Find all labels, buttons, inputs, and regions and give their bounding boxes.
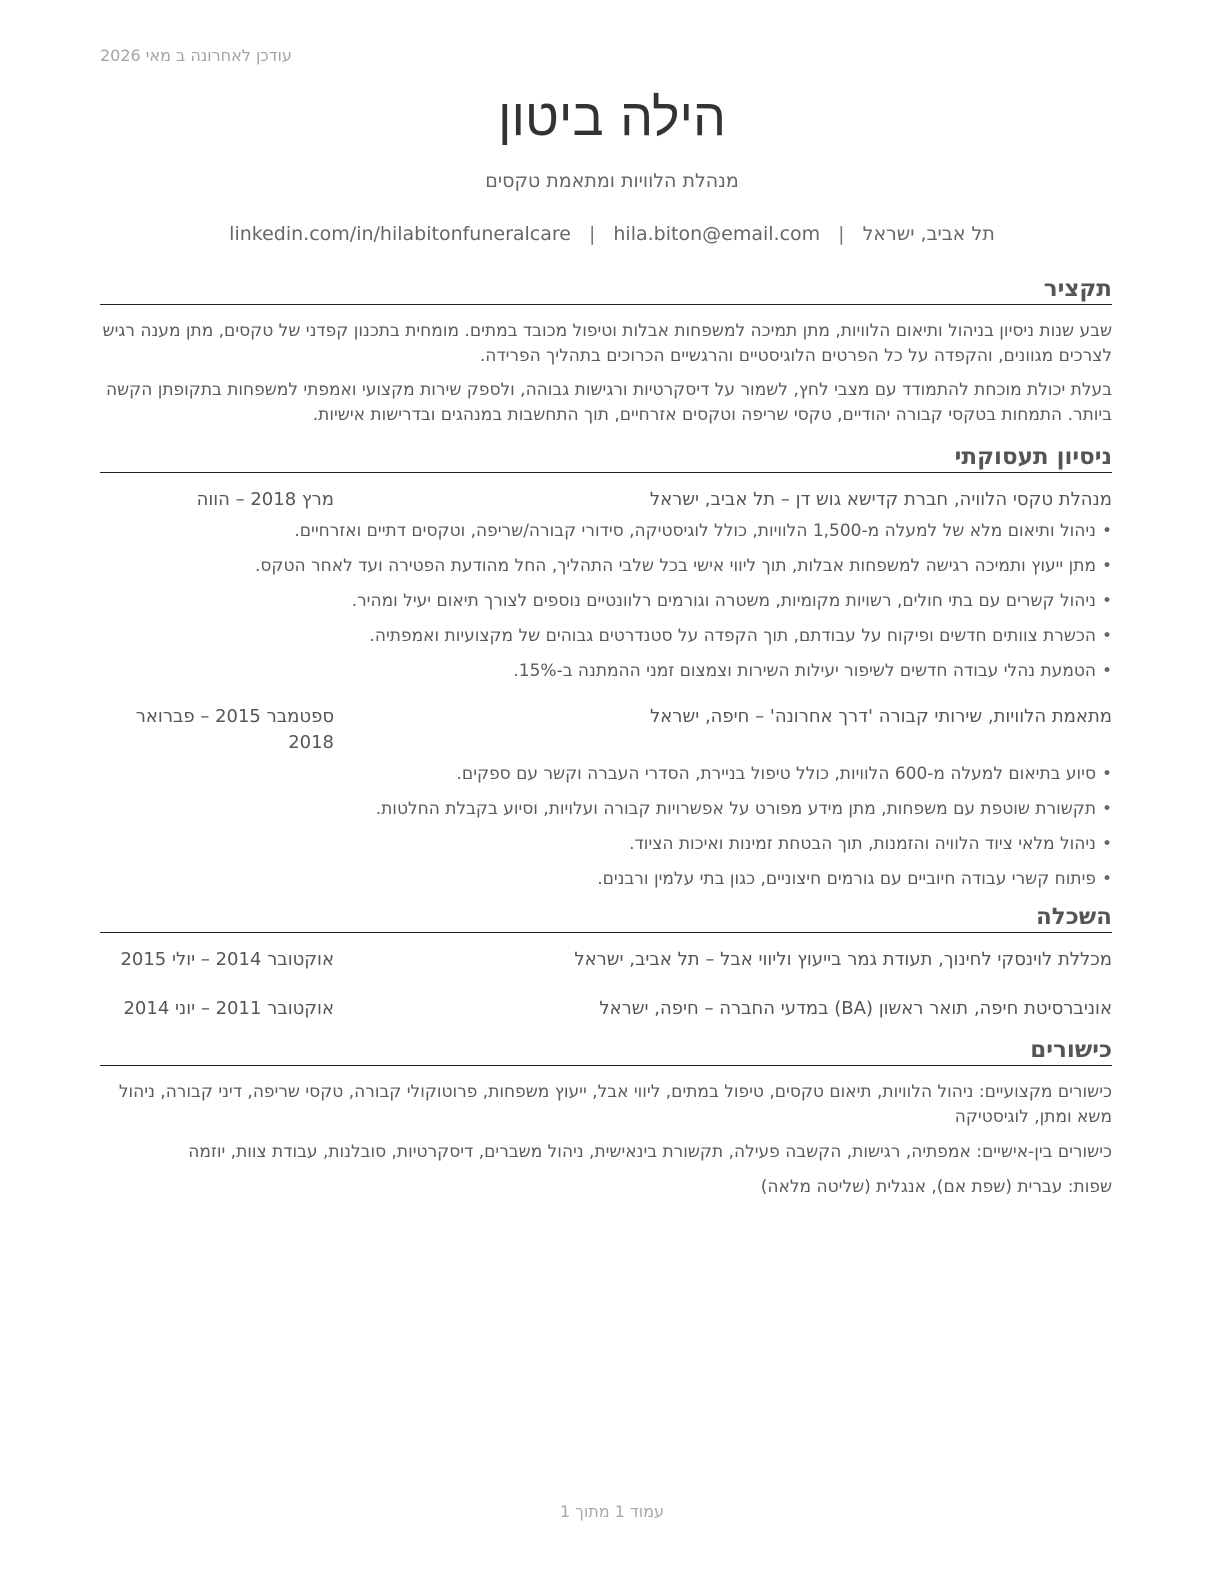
job-bullet: • הכשרת צוותים חדשים ופיקוח על עבודתם, תוך הקפדה על סטנדרטים גבוהים של מקצועיות ואמפתיה. [100,624,1112,649]
education-entry [100,947,1112,973]
contact-line [0,223,1224,245]
skills-line: כישורים בין-אישיים: אמפתיה, רגישות, הקשבה פעילה, תקשורת בינאישית, ניהול משברים, דיסקרטיות, סובלנות, עבודת צוות, יוזמה [188,1142,1112,1162]
candidate-title: מנהלת הלוויות ומתאמת טקסים [485,170,739,192]
education-title: אוניברסיטת חיפה, תואר ראשון (BA) במדעי החברה – חיפה, ישראל [599,998,1112,1019]
job-title: מתאמת הלוויות, שירותי קבורה 'דרך אחרונה' – חיפה, ישראל [650,706,1112,727]
job-bullets [100,762,1112,892]
job-header [100,704,1112,756]
job-bullet: • ניהול קשרים עם בתי חולים, רשויות מקומיות, משטרה וגורמים רלוונטיים נוספים לצורך תיאום יעיל ומהיר. [100,589,1112,614]
job-bullets [100,519,1112,684]
education-title: מכללת לוינסקי לחינוך, תעודת גמר בייעוץ וליווי אבל – תל אביב, ישראל [574,949,1112,970]
summary-paragraph: בעלת יכולת מוכחת להתמודד עם מצבי לחץ, לשמור על דיסקרטיות ורגישות גבוהה, ולספק שירות מקצועי ואמפתי למשפחות בתקופתן הקשה ביותר. התמחות בטקסי קבורה יהודיים, טקסי שריפה וטקסים אזרחיים, תוך התחשבות במנהגים ובדרישות אישיות. [105,380,1112,425]
job-bullet: • תקשורת שוטפת עם משפחות, מתן מידע מפורט על אפשרויות קבורה ועלויות, וסיוע בקבלת החלטות. [100,797,1112,822]
job-bullet: • מתן ייעוץ ותמיכה רגישה למשפחות אבלות, תוך ליווי אישי בכל שלבי התהליך, החל מהודעת הפטירה ועד לאחר הטקס. [100,554,1112,579]
job-bullet: • ניהול מלאי ציוד הלוויה והזמנות, תוך הבטחת זמינות ואיכות הציוד. [100,832,1112,857]
contact-email[interactable]: hila.biton@email.com [613,223,821,245]
job-bullet: • סיוע בתיאום למעלה מ-600 הלוויות, כולל טיפול בניירת, הסדרי העברה וקשר עם ספקים. [100,762,1112,787]
skills-line: כישורים מקצועיים: ניהול הלוויות, תיאום טקסים, טיפול במתים, ליווי אבל, ייעוץ משפחות, פרוטוקולי קבורה, טקסי שריפה, דיני קבורה, ניהול משא ומתן, לוגיסטיקה [118,1082,1112,1127]
page-number: עמוד 1 מתוך 1 [560,1502,664,1521]
candidate-name: הילה ביטון [497,88,727,148]
education-entry [100,996,1112,1022]
job-bullet: • פיתוח קשרי עבודה חיוביים עם גורמים חיצוניים, כגון בתי עלמין ורבנים. [100,867,1112,892]
job-dates: מרץ 2018 – הווה [196,489,334,510]
job-dates: ספטמבר 2015 – פברואר 2018 [135,706,334,753]
resume-content [100,274,1112,1210]
education-section [100,902,1112,1022]
job-header [100,487,1112,513]
experience-section [100,442,1112,892]
summary-heading: תקציר [100,274,1112,305]
contact-separator: | [838,223,845,245]
job-title: מנהלת טקסי הלוויה, חברת קדישא גוש דן – תל אביב, ישראל [649,489,1112,510]
summary-section [100,274,1112,428]
last-updated-note: עודכן לאחרונה ב מאי 2026 [100,46,292,65]
job-entry [100,487,1112,684]
job-entry [100,704,1112,892]
summary-paragraph: שבע שנות ניסיון בניהול ותיאום הלוויות, מתן תמיכה למשפחות אבלות וטיפול מכובד במתים. מומחית בתכנון קפדני של טקסים, מתן מענה רגיש לצרכים מגוונים, והקפדה על כל הפרטים הלוגיסטיים והרגשיים הכרוכים בתהליך הפרידה. [102,321,1112,366]
experience-heading: ניסיון תעסוקתי [100,442,1112,473]
education-dates: אוקטובר 2014 – יולי 2015 [120,949,334,970]
skills-line: שפות: עברית (שפת אם), אנגלית (שליטה מלאה) [760,1177,1112,1197]
education-heading: השכלה [100,902,1112,933]
job-bullet: • ניהול ותיאום מלא של למעלה מ-1,500 הלוויות, כולל לוגיסטיקה, סידורי קבורה/שריפה, וטקסים דתיים ואזרחיים. [100,519,1112,544]
skills-heading: כישורים [100,1035,1112,1066]
contact-location: תל אביב, ישראל [862,223,995,245]
skills-section [100,1035,1112,1200]
job-bullet: • הטמעת נהלי עבודה חדשים לשיפור יעילות השירות וצמצום זמני ההמתנה ב-15%. [100,659,1112,684]
education-dates: אוקטובר 2011 – יוני 2014 [123,998,334,1019]
contact-linkedin[interactable]: linkedin.com/in/hilabitonfuneralcare [229,223,571,245]
contact-separator: | [588,223,596,245]
